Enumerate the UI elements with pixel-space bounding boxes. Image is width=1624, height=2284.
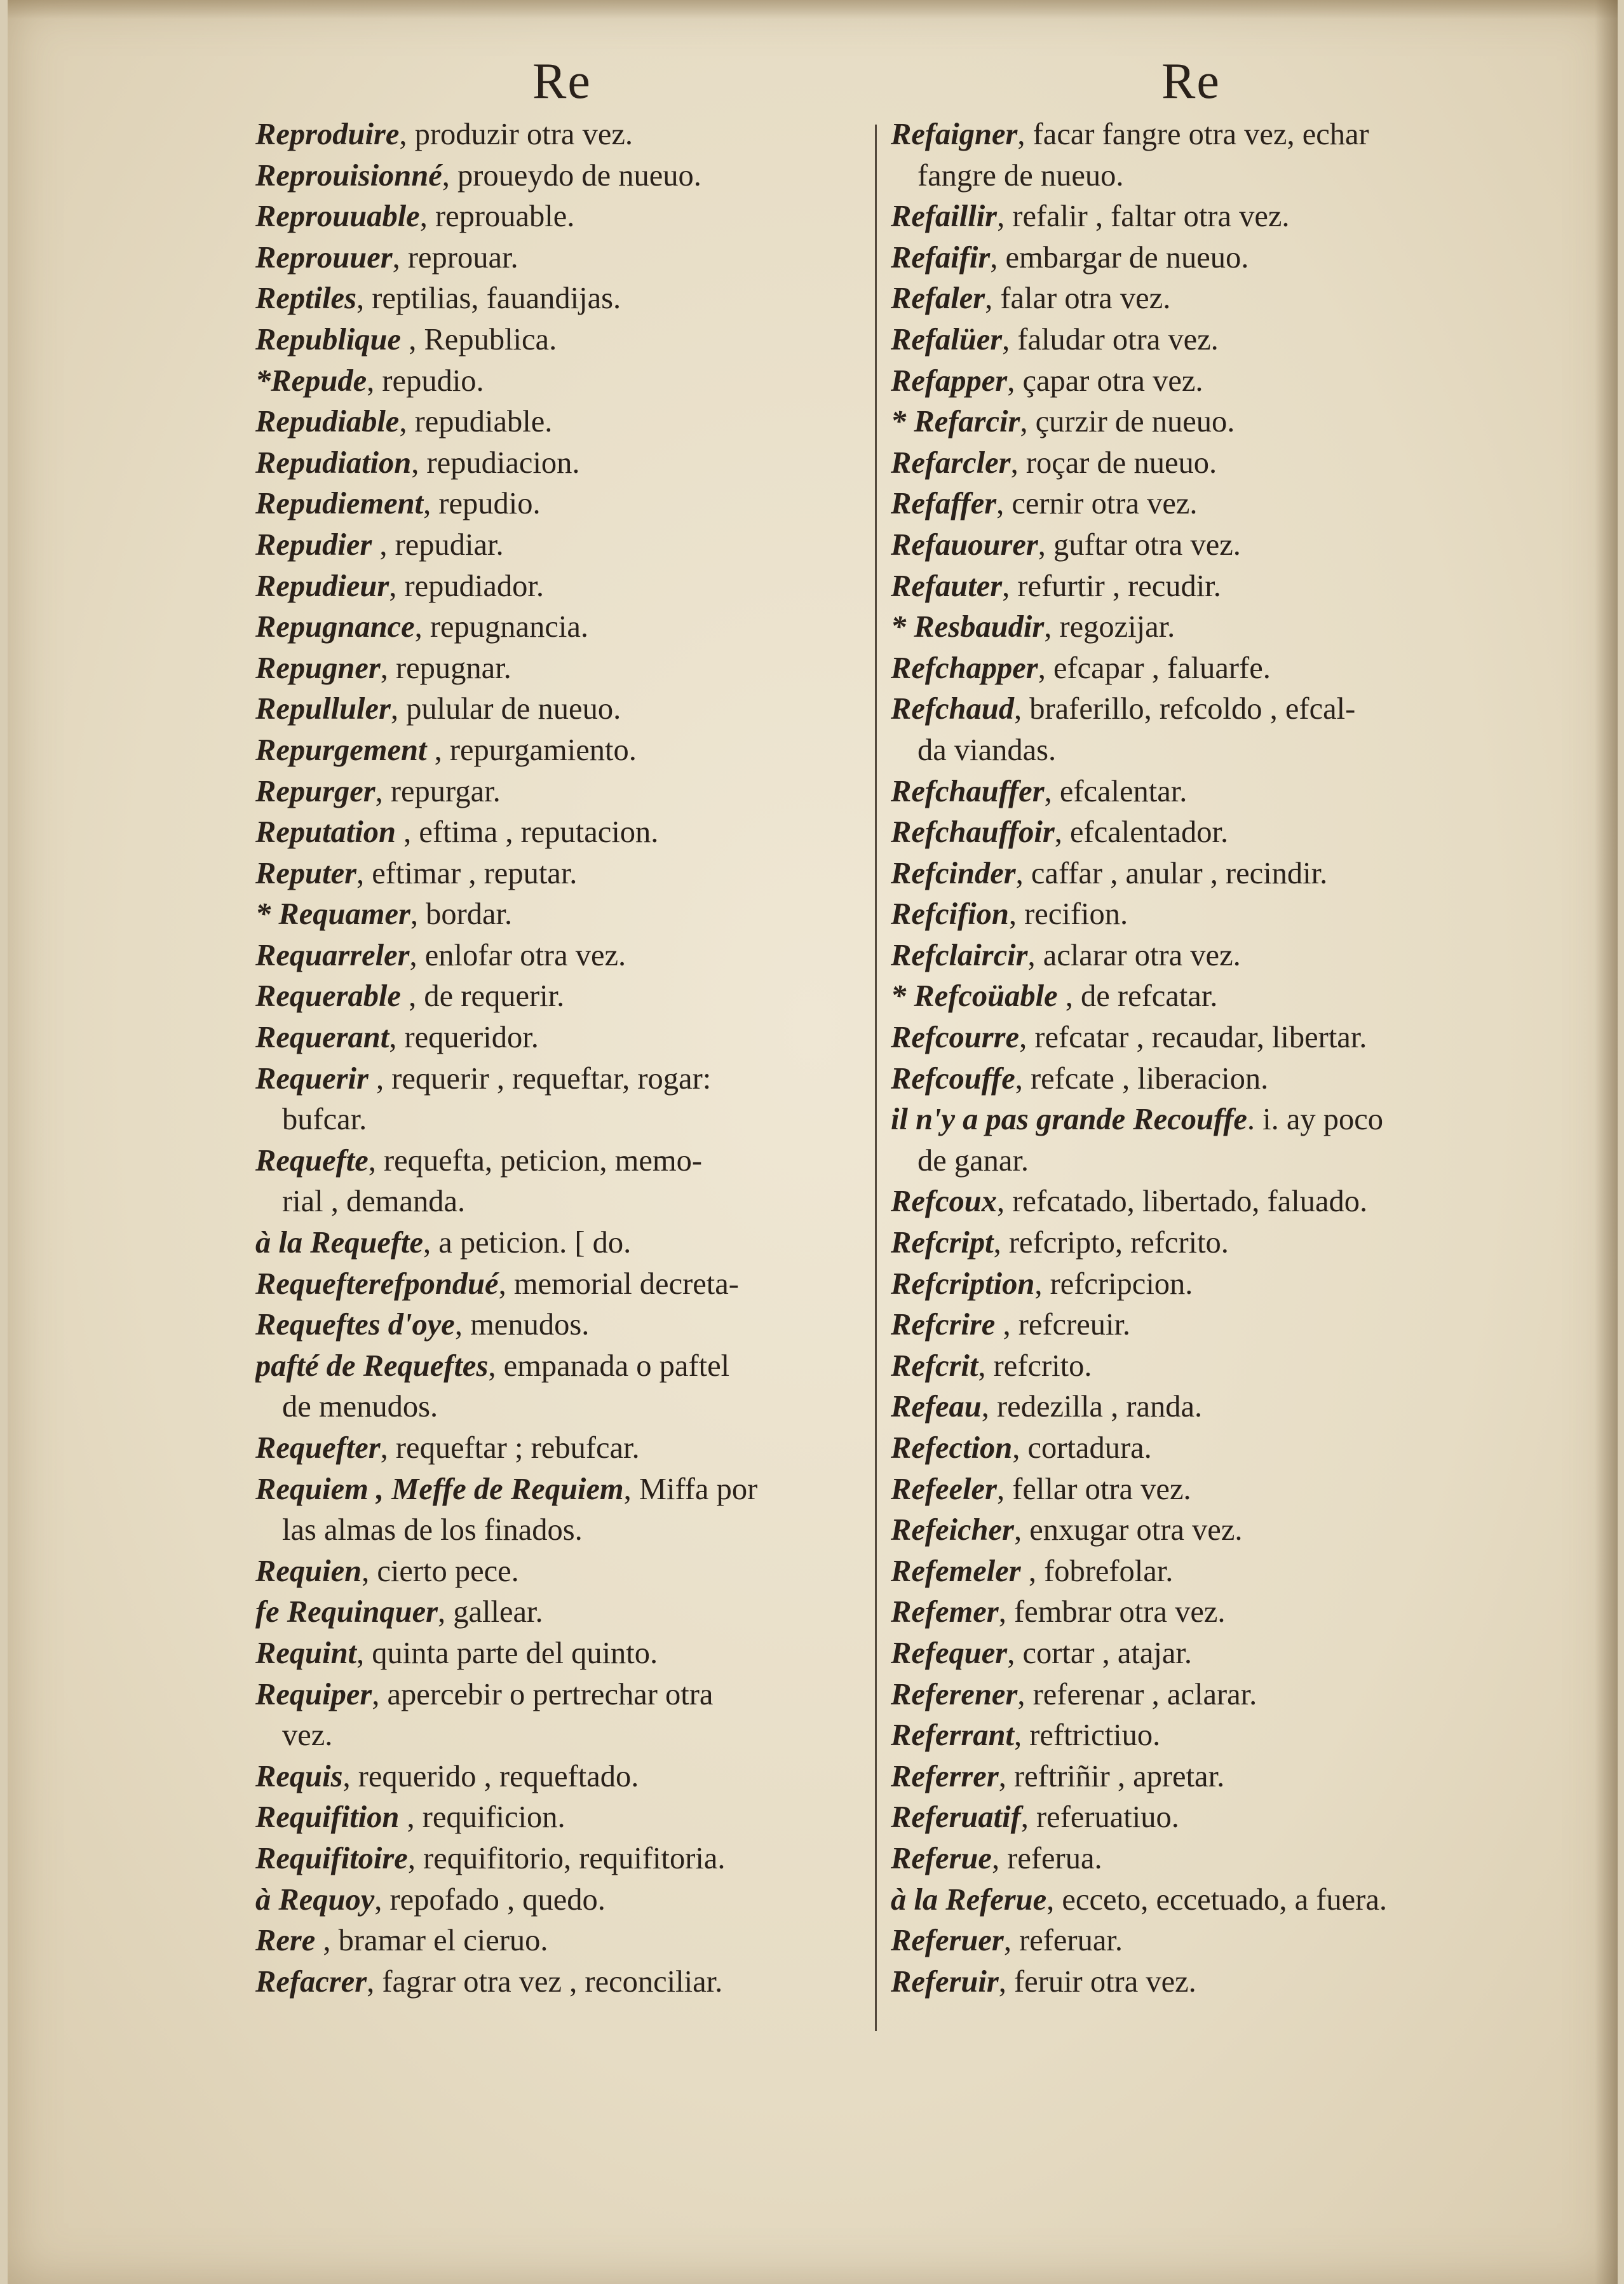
dictionary-entry: [255, 1920, 868, 1962]
entry-definition: da viandas.: [917, 733, 1057, 767]
entry-definition: , requifitorio, requifitoria.: [407, 1841, 726, 1875]
entry-definition: , reprouable.: [419, 200, 575, 234]
entry-headword: Refchauffoir: [891, 815, 1055, 850]
dictionary-entry: [891, 278, 1510, 320]
entry-headword: Requeftes d'oye: [255, 1308, 455, 1342]
dictionary-entry: [255, 1059, 868, 1100]
entry-definition: , braferillo, refcoldo , efcal-: [1014, 692, 1356, 726]
entry-definition: , empanada o paftel: [488, 1349, 730, 1383]
entry-definition: , requificion.: [399, 1800, 565, 1835]
entry-definition: . i. ay poco: [1247, 1103, 1384, 1137]
entry-headword: Requerable: [255, 979, 402, 1014]
entry-continuation-line: [891, 156, 1510, 197]
dictionary-entry: [891, 1346, 1510, 1387]
dictionary-entry: [255, 196, 868, 238]
dictionary-entry: [891, 1305, 1510, 1346]
entry-definition: , efcalentador.: [1054, 815, 1229, 850]
entry-headword: Refacrer: [255, 1964, 367, 1999]
entry-definition: , reprouar.: [392, 240, 518, 275]
dictionary-entry: [891, 1428, 1510, 1469]
entry-definition: , refcrito.: [978, 1349, 1092, 1383]
dictionary-entry: [255, 1223, 868, 1264]
dictionary-entry: [255, 566, 868, 608]
entry-definition: , recifion.: [1008, 897, 1128, 932]
entry-headword: Refauourer: [891, 527, 1038, 562]
entry-headword: Refauter: [891, 569, 1003, 603]
entry-headword: Refcouffe: [891, 1061, 1015, 1096]
entry-definition: , repurgar.: [375, 774, 501, 808]
entry-headword: Refcourre: [891, 1021, 1020, 1055]
entry-definition: , feruir otra vez.: [998, 1964, 1196, 1999]
entry-continuation-line: [255, 1387, 868, 1428]
dictionary-entry: [891, 525, 1510, 566]
entry-headword: Reprouuable: [255, 200, 420, 234]
entry-definition: , requefta, peticion, memo-: [368, 1143, 702, 1178]
dictionary-entry: [255, 1757, 868, 1798]
entry-definition: , cernir otra vez.: [996, 487, 1198, 521]
entry-headword: Repudieur: [255, 569, 389, 603]
entry-definition: , repudio.: [367, 364, 484, 398]
dictionary-entry: [255, 1551, 868, 1593]
dictionary-entry: [255, 976, 868, 1017]
entry-headword: Repudiement: [255, 487, 424, 521]
dictionary-entry: [255, 1017, 868, 1059]
dictionary-entry: [255, 238, 868, 279]
dictionary-entry: [891, 935, 1510, 977]
entry-definition: , Miffa por: [623, 1472, 758, 1506]
entry-headword: Refeicher: [891, 1513, 1014, 1547]
entry-headword: Repugner: [255, 651, 381, 685]
entry-headword: Refarcler: [891, 445, 1011, 480]
entry-headword: Reprouisionné: [255, 158, 442, 193]
entry-definition: , facar fangre otra vez, echar: [1017, 118, 1369, 151]
dictionary-entry: [891, 812, 1510, 853]
dictionary-entry: [891, 1469, 1510, 1511]
entry-definition: bufcar.: [282, 1103, 367, 1137]
entry-definition: , refalir , faltar otra vez.: [997, 200, 1290, 234]
dictionary-entry: [255, 935, 868, 977]
entry-definition: , guftar otra vez.: [1038, 527, 1241, 562]
entry-definition: , çapar otra vez.: [1007, 364, 1203, 398]
dictionary-entry: [255, 443, 868, 484]
entry-definition: , referenar , aclarar.: [1017, 1677, 1257, 1711]
entry-headword: Requefter: [255, 1431, 381, 1465]
entry-definition: , refcripto, refcrito.: [993, 1226, 1229, 1260]
entry-headword: Requefterefpondué: [255, 1267, 499, 1301]
dictionary-entry: [255, 156, 868, 197]
entry-definition: , gallear.: [437, 1595, 543, 1629]
entry-definition: , requeftar ; rebufcar.: [380, 1431, 640, 1465]
entry-definition: , requeridor.: [389, 1021, 539, 1055]
entry-definition: , refcatar , recaudar, libertar.: [1019, 1021, 1367, 1055]
entry-headword: * Requamer: [255, 897, 410, 932]
dictionary-entry: [891, 114, 1510, 156]
entry-definition: , efcalentar.: [1044, 774, 1188, 808]
entry-definition: , requerido , requeftado.: [342, 1759, 639, 1793]
entry-headword: * Refarcir: [891, 405, 1020, 439]
dictionary-entry: [891, 484, 1510, 525]
entry-headword: Requerir: [255, 1061, 369, 1096]
entry-definition: , reptilias, fauandijas.: [356, 282, 621, 316]
entry-headword: Reprouuer: [255, 240, 393, 275]
entry-definition: , a peticion. [ do.: [423, 1226, 632, 1260]
dictionary-entry: [891, 689, 1510, 730]
entry-headword: Refeau: [891, 1390, 982, 1424]
entry-headword: Refapper: [891, 364, 1008, 398]
entry-definition: de ganar.: [917, 1143, 1029, 1178]
dictionary-entry: [255, 730, 868, 772]
entry-headword: Repudiation: [255, 445, 412, 480]
entry-definition: , refcripcion.: [1034, 1267, 1193, 1301]
entry-headword: Requint: [255, 1636, 357, 1670]
entry-headword: Refcrire: [891, 1308, 996, 1342]
entry-definition: , memorial decreta-: [498, 1267, 739, 1301]
entry-headword: Refcript: [891, 1226, 994, 1260]
entry-definition: , regozijar.: [1044, 610, 1175, 644]
entry-headword: Refaigner: [891, 118, 1018, 151]
entry-definition: vez.: [282, 1718, 333, 1753]
entry-definition: , enxugar otra vez.: [1013, 1513, 1243, 1547]
entry-headword: Refcription: [891, 1267, 1035, 1301]
entry-definition: , repugnar.: [380, 651, 511, 685]
dictionary-entry: [255, 1305, 868, 1346]
dictionary-entry: [891, 402, 1510, 443]
entry-continuation-line: [255, 1715, 868, 1757]
entry-headword: * Refcoüable: [891, 979, 1058, 1014]
dictionary-entry: [891, 1920, 1510, 1962]
entry-headword: Referuer: [891, 1924, 1004, 1958]
entry-definition: , refcatado, libertado, faluado.: [997, 1185, 1368, 1219]
entry-headword: Requarreler: [255, 938, 410, 972]
entry-definition: , bordar.: [410, 897, 513, 932]
dictionary-entry: [891, 320, 1510, 361]
dictionary-entry: [255, 1633, 868, 1675]
entry-headword: Requien: [255, 1554, 362, 1588]
entry-headword: Refemeler: [891, 1554, 1021, 1588]
entry-definition: , repudiacion.: [411, 445, 580, 480]
entry-headword: Requerant: [255, 1021, 389, 1055]
dictionary-entry: [891, 1592, 1510, 1633]
entry-definition: , roçar de nueuo.: [1010, 445, 1217, 480]
entry-definition: , repurgamiento.: [426, 733, 637, 767]
entry-definition: , repudiable.: [399, 405, 553, 439]
entry-definition: , enlofar otra vez.: [409, 938, 626, 972]
dictionary-entry: [891, 976, 1510, 1017]
dictionary-entry: [255, 607, 868, 648]
book-page: [8, 0, 1618, 2284]
entry-definition: , reftriñir , apretar.: [998, 1759, 1225, 1793]
entry-definition: , çurzir de nueuo.: [1020, 405, 1235, 439]
entry-headword: Refchapper: [891, 651, 1038, 685]
dictionary-entry: [891, 894, 1510, 935]
entry-headword: Repugnance: [255, 610, 415, 644]
dictionary-entry: [255, 1469, 868, 1511]
dictionary-entry: [891, 772, 1510, 813]
entry-definition: , referua.: [991, 1841, 1102, 1875]
entry-headword: Referue: [891, 1841, 992, 1875]
dictionary-entry: [255, 525, 868, 566]
left-running-head: Re: [532, 53, 592, 109]
entry-headword: Reproduire: [255, 118, 400, 151]
dictionary-entry: [891, 1099, 1510, 1141]
entry-headword: Refaifir: [891, 240, 991, 275]
entry-definition: , requerir , requeftar, rogar:: [368, 1061, 712, 1096]
dictionary-entry: [891, 1675, 1510, 1716]
entry-headword: Republique: [255, 322, 402, 357]
entry-headword: à Requoy: [255, 1882, 375, 1917]
dictionary-entry: [255, 812, 868, 853]
dictionary-entry: [255, 278, 868, 320]
entry-headword: Refeeler: [891, 1472, 997, 1506]
dictionary-entry: [891, 1181, 1510, 1223]
entry-headword: Requiem , Meffe de Requiem: [255, 1472, 624, 1506]
dictionary-entry: [255, 1675, 868, 1716]
entry-headword: à la Requefte: [255, 1226, 424, 1260]
entry-headword: Repulluler: [255, 692, 391, 726]
entry-headword: Requifition: [255, 1800, 400, 1835]
dictionary-entry: [891, 566, 1510, 608]
entry-definition: fangre de nueuo.: [917, 158, 1124, 193]
entry-headword: Refalüer: [891, 322, 1003, 357]
dictionary-entry: [255, 689, 868, 730]
dictionary-entry: [255, 894, 868, 935]
dictionary-entry: [255, 1346, 868, 1387]
entry-headword: Referrant: [891, 1718, 1014, 1753]
dictionary-entry: [255, 1428, 868, 1469]
entry-definition: , cortar , atajar.: [1007, 1636, 1193, 1670]
entry-headword: à la Referue: [891, 1882, 1047, 1917]
entry-definition: , cortadura.: [1012, 1431, 1152, 1465]
dictionary-entry: [255, 1839, 868, 1880]
entry-definition: , pulular de nueuo.: [390, 692, 621, 726]
dictionary-entry: [255, 1797, 868, 1839]
entry-headword: Requis: [255, 1759, 343, 1793]
entry-headword: Reputation: [255, 815, 396, 850]
entry-continuation-line: [255, 1181, 868, 1223]
entry-headword: Repudier: [255, 527, 372, 562]
dictionary-entry: [891, 648, 1510, 690]
left-column: [255, 114, 868, 2002]
entry-definition: , repudiar.: [372, 527, 504, 562]
entry-definition: , ecceto, eccetuado, a fuera.: [1046, 1882, 1387, 1917]
entry-headword: Refaillir: [891, 200, 998, 234]
entry-headword: Refaler: [891, 282, 985, 316]
entry-definition: , refurtir , recudir.: [1002, 569, 1221, 603]
dictionary-entry: [891, 196, 1510, 238]
entry-headword: Refcifion: [891, 897, 1009, 932]
entry-headword: Refcoux: [891, 1185, 998, 1219]
dictionary-entry: [891, 1510, 1510, 1551]
dictionary-entry: [891, 361, 1510, 402]
entry-definition: rial , demanda.: [282, 1185, 466, 1219]
entry-definition: , eftima , reputacion.: [396, 815, 659, 850]
entry-definition: , faludar otra vez.: [1002, 322, 1219, 357]
entry-headword: Repurger: [255, 774, 376, 808]
dictionary-entry: [255, 402, 868, 443]
entry-definition: , de refcatar.: [1057, 979, 1218, 1014]
entry-definition: , repudio.: [423, 487, 541, 521]
entry-definition: , produzir otra vez.: [399, 118, 633, 151]
entry-headword: Referuir: [891, 1964, 999, 1999]
entry-definition: , refcate , liberacion.: [1015, 1061, 1269, 1096]
entry-definition: , referuar.: [1003, 1924, 1123, 1958]
entry-definition: las almas de los finados.: [282, 1513, 583, 1547]
dictionary-entry: [891, 1797, 1510, 1839]
entry-headword: Refclaircir: [891, 938, 1028, 972]
dictionary-entry: [255, 853, 868, 895]
entry-headword: Refcrit: [891, 1349, 978, 1383]
dictionary-entry: [891, 1880, 1510, 1921]
entry-headword: Refaffer: [891, 487, 997, 521]
dictionary-entry: [891, 1223, 1510, 1264]
entry-definition: , Republica.: [401, 322, 557, 357]
entry-definition: , efcapar , faluarfe.: [1038, 651, 1271, 685]
dictionary-entry: [891, 1551, 1510, 1593]
entry-definition: , repudiador.: [389, 569, 544, 603]
dictionary-entry: [255, 1592, 868, 1633]
entry-definition: , repugnancia.: [414, 610, 588, 644]
entry-headword: Referuatif: [891, 1800, 1021, 1835]
entry-headword: fe Requinquer: [255, 1595, 438, 1629]
dictionary-entry: [891, 1757, 1510, 1798]
entry-definition: , quinta parte del quinto.: [356, 1636, 658, 1670]
entry-definition: , redezilla , randa.: [981, 1390, 1203, 1424]
entry-headword: Refchaud: [891, 692, 1014, 726]
dictionary-entry: [891, 853, 1510, 895]
entry-headword: * Resbaudir: [891, 610, 1045, 644]
entry-headword: pafté de Requeftes: [255, 1349, 489, 1383]
entry-definition: , repofado , quedo.: [374, 1882, 606, 1917]
entry-definition: , eftimar , reputar.: [356, 856, 578, 890]
dictionary-entry: [891, 238, 1510, 279]
dictionary-entry: [255, 1962, 868, 2003]
entry-headword: Reputer: [255, 856, 356, 890]
entry-headword: Refchauffer: [891, 774, 1045, 808]
entry-headword: Repurgement: [255, 733, 427, 767]
entry-definition: , menudos.: [454, 1308, 590, 1342]
dictionary-entry: [891, 1633, 1510, 1675]
dictionary-entry: [891, 1017, 1510, 1059]
page-top-shadow: [8, 0, 1618, 19]
dictionary-entry: [891, 1059, 1510, 1100]
entry-definition: , referuatiuo.: [1020, 1800, 1179, 1835]
dictionary-entry: [255, 648, 868, 690]
entry-headword: Rere: [255, 1924, 316, 1958]
page-fold-shadow: [1595, 0, 1618, 2284]
right-column: [891, 114, 1510, 2002]
entry-continuation-line: [255, 1099, 868, 1141]
entry-definition: de menudos.: [282, 1390, 438, 1424]
entry-definition: , aclarar otra vez.: [1027, 938, 1241, 972]
dictionary-entry: [891, 1839, 1510, 1880]
entry-headword: Refequer: [891, 1636, 1008, 1670]
entry-headword: *Repude: [255, 364, 367, 398]
entry-headword: il n'y a pas grande Recouffe: [891, 1103, 1247, 1137]
dictionary-entry: [891, 607, 1510, 648]
entry-continuation-line: [255, 1510, 868, 1551]
entry-continuation-line: [891, 1141, 1510, 1182]
right-running-head: Re: [1161, 53, 1221, 109]
dictionary-entry: [255, 1880, 868, 1921]
entry-headword: Reptiles: [255, 282, 356, 316]
dictionary-entry: [891, 443, 1510, 484]
dictionary-entry: [891, 1387, 1510, 1428]
dictionary-entry: [255, 1141, 868, 1182]
entry-headword: Refemer: [891, 1595, 999, 1629]
dictionary-entry: [255, 484, 868, 525]
dictionary-entry: [891, 1264, 1510, 1305]
entry-definition: , proueydo de nueuo.: [442, 158, 701, 193]
entry-definition: , cierto pece.: [362, 1554, 519, 1588]
dictionary-entry: [891, 1962, 1510, 2003]
dictionary-entry: [255, 1264, 868, 1305]
entry-definition: , fagrar otra vez , reconciliar.: [367, 1964, 723, 1999]
column-divider: [875, 125, 877, 2031]
entry-definition: , de requerir.: [401, 979, 565, 1014]
entry-headword: Requefte: [255, 1143, 369, 1178]
entry-definition: , bramar el cieruo.: [315, 1924, 548, 1958]
entry-headword: Referrer: [891, 1759, 999, 1793]
dictionary-entry: [255, 772, 868, 813]
entry-definition: , apercebir o pertrechar otra: [372, 1677, 714, 1711]
entry-definition: , refcreuir.: [995, 1308, 1131, 1342]
dictionary-entry: [255, 361, 868, 402]
dictionary-entry: [891, 1715, 1510, 1757]
entry-headword: Requifitoire: [255, 1841, 408, 1875]
entry-headword: Refcinder: [891, 856, 1016, 890]
dictionary-entry: [255, 320, 868, 361]
entry-headword: Refection: [891, 1431, 1013, 1465]
entry-headword: Referener: [891, 1677, 1018, 1711]
entry-definition: , fellar otra vez.: [996, 1472, 1191, 1506]
entry-headword: Repudiable: [255, 405, 400, 439]
entry-definition: , fobrefolar.: [1020, 1554, 1174, 1588]
entry-definition: , fembrar otra vez.: [998, 1595, 1226, 1629]
entry-definition: , embargar de nueuo.: [990, 240, 1249, 275]
entry-headword: Requiper: [255, 1677, 372, 1711]
dictionary-entry: [255, 114, 868, 156]
entry-continuation-line: [891, 730, 1510, 772]
entry-definition: , caffar , anular , recindir.: [1015, 856, 1328, 890]
entry-definition: , reftrictiuo.: [1014, 1718, 1161, 1753]
entry-definition: , falar otra vez.: [985, 282, 1171, 316]
